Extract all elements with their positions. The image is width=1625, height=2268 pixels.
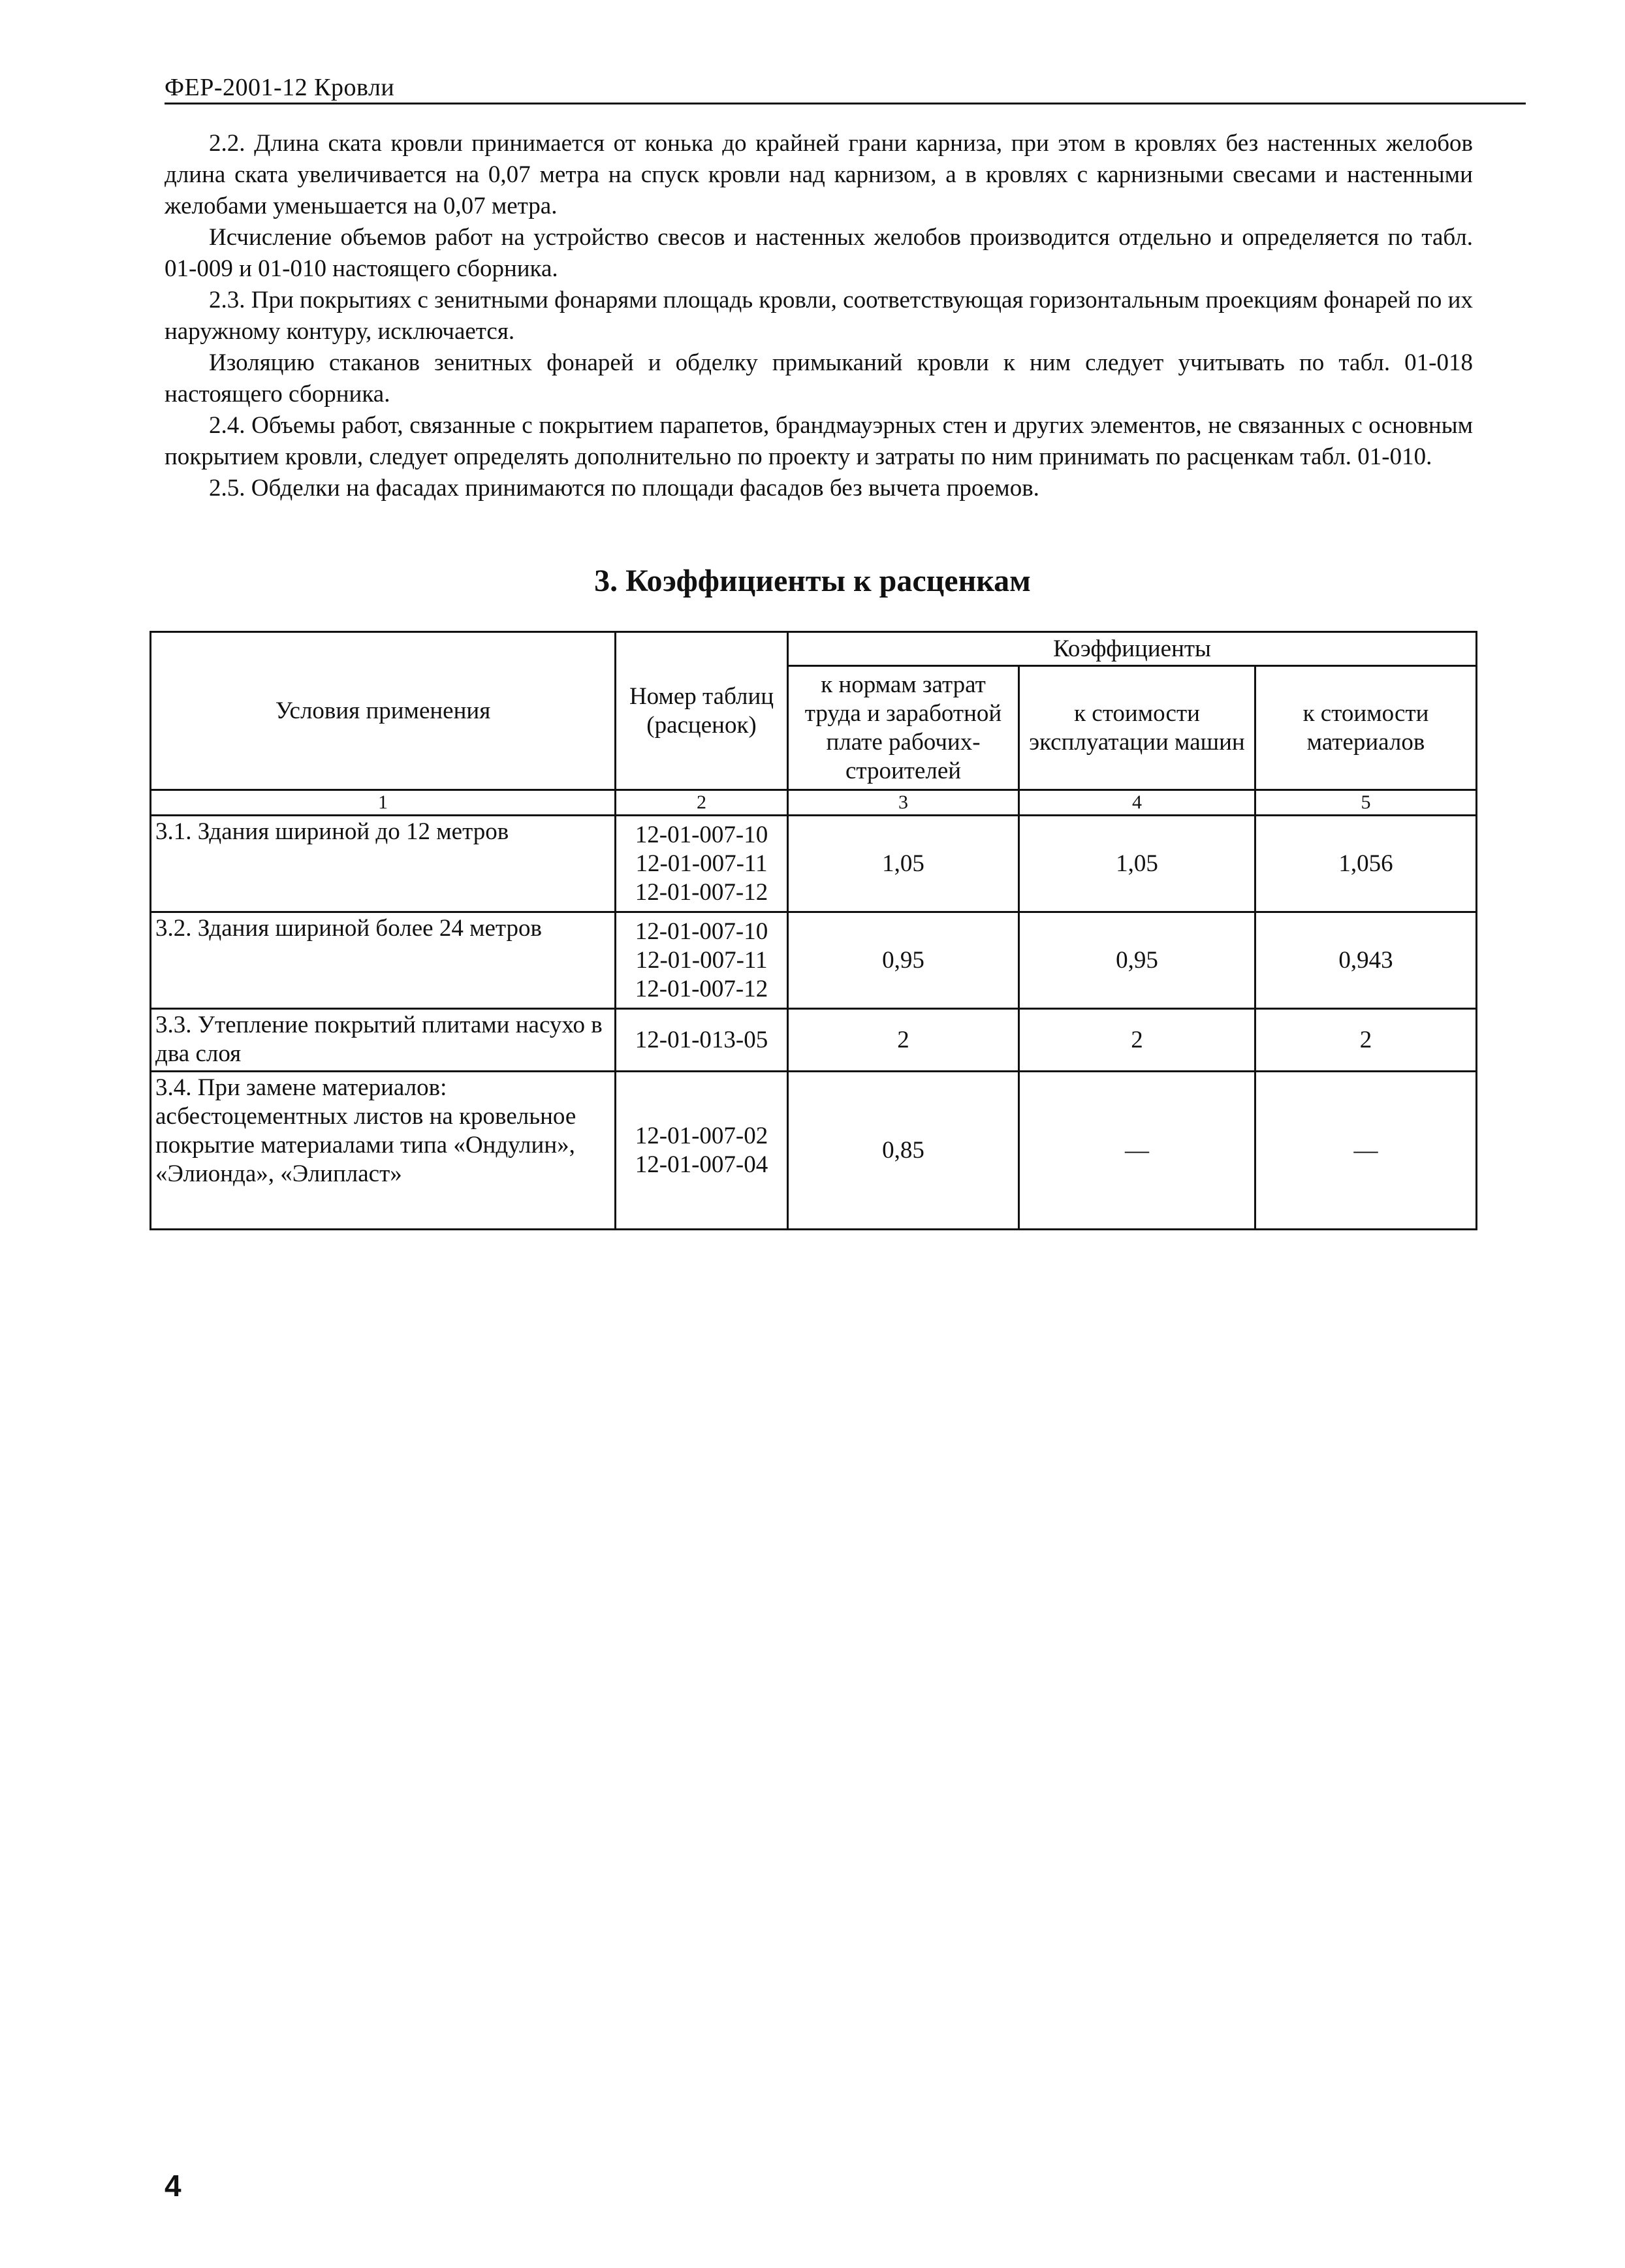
row-materials: — [1255, 1072, 1477, 1230]
paragraph: 2.3. При покрытиях с зенитными фонарями площадь кровли, соответствующая горизонтальным проекциям фонарей по их наружному контуру, исключается. [165, 287, 1473, 345]
paragraph: 2.5. Обделки на фасадах принимаются по площади фасадов без вычета проемов. [209, 475, 1039, 502]
row-code: 12-01-007-12 [635, 975, 768, 1002]
paragraph: 2.4. Объемы работ, связанные с покрытием парапетов, брандмауэрных стен и других элементов, не связанных с основным покрытием кровли, следует определять дополнительно по проекту и затраты по ним принимать по расценкам табл. 01-010. [165, 412, 1473, 470]
column-number: 3 [788, 790, 1019, 816]
column-number: 5 [1255, 790, 1477, 816]
paragraph: Изоляцию стаканов зенитных фонарей и обделку примыканий кровли к ним следует учитывать по табл. 01-018 настоящего сборника. [165, 349, 1473, 407]
paragraph: 2.2. Длина ската кровли принимается от конька до крайней грани карниза, при этом в кровлях без настенных желобов длина ската увеличивается на 0,07 метра на спуск кровли над карнизом, а в кровлях с карнизными свесами и настенными желобами уменьшается на 0,07 метра. [165, 130, 1473, 219]
row-machines: 0,95 [1019, 912, 1255, 1009]
row-labor: 1,05 [788, 816, 1019, 912]
row-condition: 3.1. Здания шириной до 12 метров [151, 816, 616, 912]
row-labor: 0,95 [788, 912, 1019, 1009]
column-number: 1 [151, 790, 616, 816]
header-table-number: Номер таблиц (расценок) [616, 632, 788, 790]
row-codes [616, 816, 788, 912]
column-number: 4 [1019, 790, 1255, 816]
table-row [151, 1072, 1477, 1230]
table-row [151, 816, 1477, 912]
row-code: 12-01-007-11 [635, 850, 768, 877]
row-codes [616, 1072, 788, 1230]
row-labor: 2 [788, 1009, 1019, 1072]
row-code: 12-01-007-10 [635, 821, 768, 848]
column-number: 2 [616, 790, 788, 816]
row-materials: 1,056 [1255, 816, 1477, 912]
row-code: 12-01-013-05 [635, 1026, 768, 1053]
row-code: 12-01-007-11 [635, 946, 768, 974]
row-code: 12-01-007-10 [635, 918, 768, 945]
row-code: 12-01-007-02 [635, 1122, 768, 1149]
row-codes [616, 912, 788, 1009]
coefficients-table [150, 631, 1477, 1230]
row-machines: 1,05 [1019, 816, 1255, 912]
row-code: 12-01-007-04 [635, 1151, 768, 1178]
table-row [151, 912, 1477, 1009]
paragraph: Исчисление объемов работ на устройство свесов и настенных желобов производится отдельно и определяется по табл. 01-009 и 01-010 настоящего сборника. [165, 224, 1473, 282]
body-text [165, 128, 1473, 504]
row-condition: 3.4. При замене материалов: асбестоцементных листов на кровельное покрытие материалами типа «Ондулин», «Элионда», «Элипласт» [151, 1072, 616, 1230]
header-materials: к стоимости материалов [1255, 666, 1477, 790]
header-labor: к нормам затрат труда и заработной плате рабочих-строителей [788, 666, 1019, 790]
row-labor: 0,85 [788, 1072, 1019, 1230]
header-rule [165, 103, 1526, 104]
row-code: 12-01-007-12 [635, 878, 768, 906]
page-number: 4 [165, 2169, 181, 2203]
table-row [151, 1009, 1477, 1072]
running-header: ФЕР-2001-12 Кровли [165, 74, 395, 101]
row-condition: 3.2. Здания шириной более 24 метров [151, 912, 616, 1009]
header-coefficients: Коэффициенты [788, 632, 1477, 666]
row-codes [616, 1009, 788, 1072]
header-machines: к стоимости эксплуатации машин [1019, 666, 1255, 790]
row-condition: 3.3. Утепление покрытий плитами насухо в два слоя [151, 1009, 616, 1072]
row-machines: 2 [1019, 1009, 1255, 1072]
row-machines: — [1019, 1072, 1255, 1230]
row-materials: 0,943 [1255, 912, 1477, 1009]
header-conditions: Условия применения [151, 632, 616, 790]
section-title: 3. Коэффициенты к расценкам [594, 564, 1031, 598]
row-materials: 2 [1255, 1009, 1477, 1072]
